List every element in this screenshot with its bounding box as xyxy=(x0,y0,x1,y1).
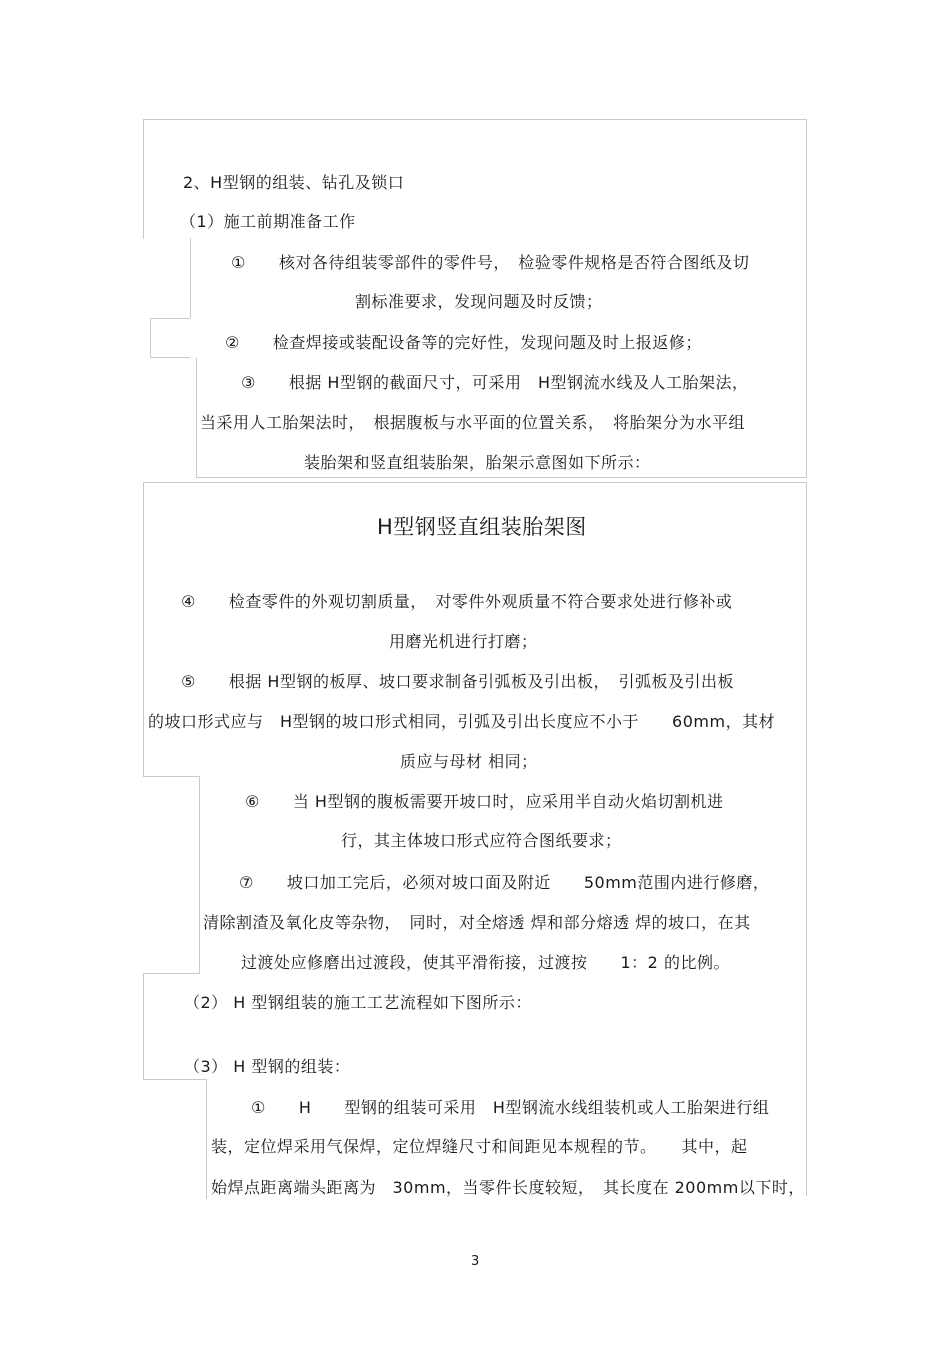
item-1-line-2: 割标准要求，发现问题及时反馈； xyxy=(355,292,603,311)
frame-step-lower xyxy=(143,776,200,974)
item-5-line-2: 的坡口形式应与 H型钢的坡口形式相同，引弧及引出长度应不小于 60mm，其材 xyxy=(148,712,776,731)
figure-title: H型钢竖直组装胎架图 xyxy=(377,515,587,539)
item-2: ② 检查焊接或装配设备等的完好性，发现问题及时上报返修； xyxy=(225,333,702,352)
item-7-line-1: ⑦ 坡口加工完后，必须对坡口面及附近 50mm范围内进行修磨， xyxy=(239,873,770,892)
item-5-line-3: 质应与母材 相同； xyxy=(400,752,538,771)
page-number: 3 xyxy=(471,1254,480,1269)
frame-step-bottom xyxy=(143,1079,207,1199)
subsection-process-heading: （2） H 型钢组装的施工工艺流程如下图所示： xyxy=(184,993,532,1012)
frame-step-mid xyxy=(150,318,190,358)
subsection-assembly-heading: （3） H 型钢的组装： xyxy=(184,1057,351,1076)
item-7-line-2: 清除割渣及氧化皮等杂物， 同时，对全熔透 焊和部分熔透 焊的坡口，在其 xyxy=(203,913,751,932)
item-7-line-3: 过渡处应修磨出过渡段，使其平滑衔接，过渡按 1：2 的比例。 xyxy=(241,953,730,972)
item-4-line-2: 用磨光机进行打磨； xyxy=(389,632,538,651)
assembly-line-2: 装，定位焊采用气保焊，定位焊缝尺寸和间距见本规程的节。 其中，起 xyxy=(211,1137,748,1156)
assembly-line-1: ① H 型钢的组装可采用 H型钢流水线组装机或人工胎架进行组 xyxy=(251,1098,770,1117)
item-1-line-1: ① 核对各待组装零部件的零件号， 检验零件规格是否符合图纸及切 xyxy=(231,253,750,272)
frame-step-left xyxy=(190,238,191,318)
subsection-prep-heading: （1）施工前期准备工作 xyxy=(180,212,356,231)
frame-lower-mid xyxy=(143,974,144,1080)
item-3-line-2: 当采用人工胎架法时， 根据腹板与水平面的位置关系， 将胎架分为水平组 xyxy=(200,413,746,432)
item-6-line-1: ⑥ 当 H型钢的腹板需要开坡口时，应采用半自动火焰切割机进 xyxy=(245,792,724,811)
item-4-line-1: ④ 检查零件的外观切割质量， 对零件外观质量不符合要求处进行修补或 xyxy=(181,592,733,611)
assembly-line-3: 始焊点距离端头距离为 30mm，当零件长度较短， 其长度在 200mm以下时， xyxy=(211,1178,805,1197)
section-heading: 2、H型钢的组装、钻孔及锁口 xyxy=(183,173,405,192)
item-5-line-1: ⑤ 根据 H型钢的板厚、坡口要求制备引弧板及引出板， 引弧板及引出板 xyxy=(181,672,734,691)
item-6-line-2: 行，其主体坡口形式应符合图纸要求； xyxy=(341,831,622,850)
frame-right-lower xyxy=(806,776,807,1196)
item-3-line-3: 装胎架和竖直组装胎架，胎架示意图如下所示： xyxy=(304,453,651,472)
item-3-line-1: ③ 根据 H型钢的截面尺寸，可采用 H型钢流水线及人工胎架法， xyxy=(241,373,749,392)
